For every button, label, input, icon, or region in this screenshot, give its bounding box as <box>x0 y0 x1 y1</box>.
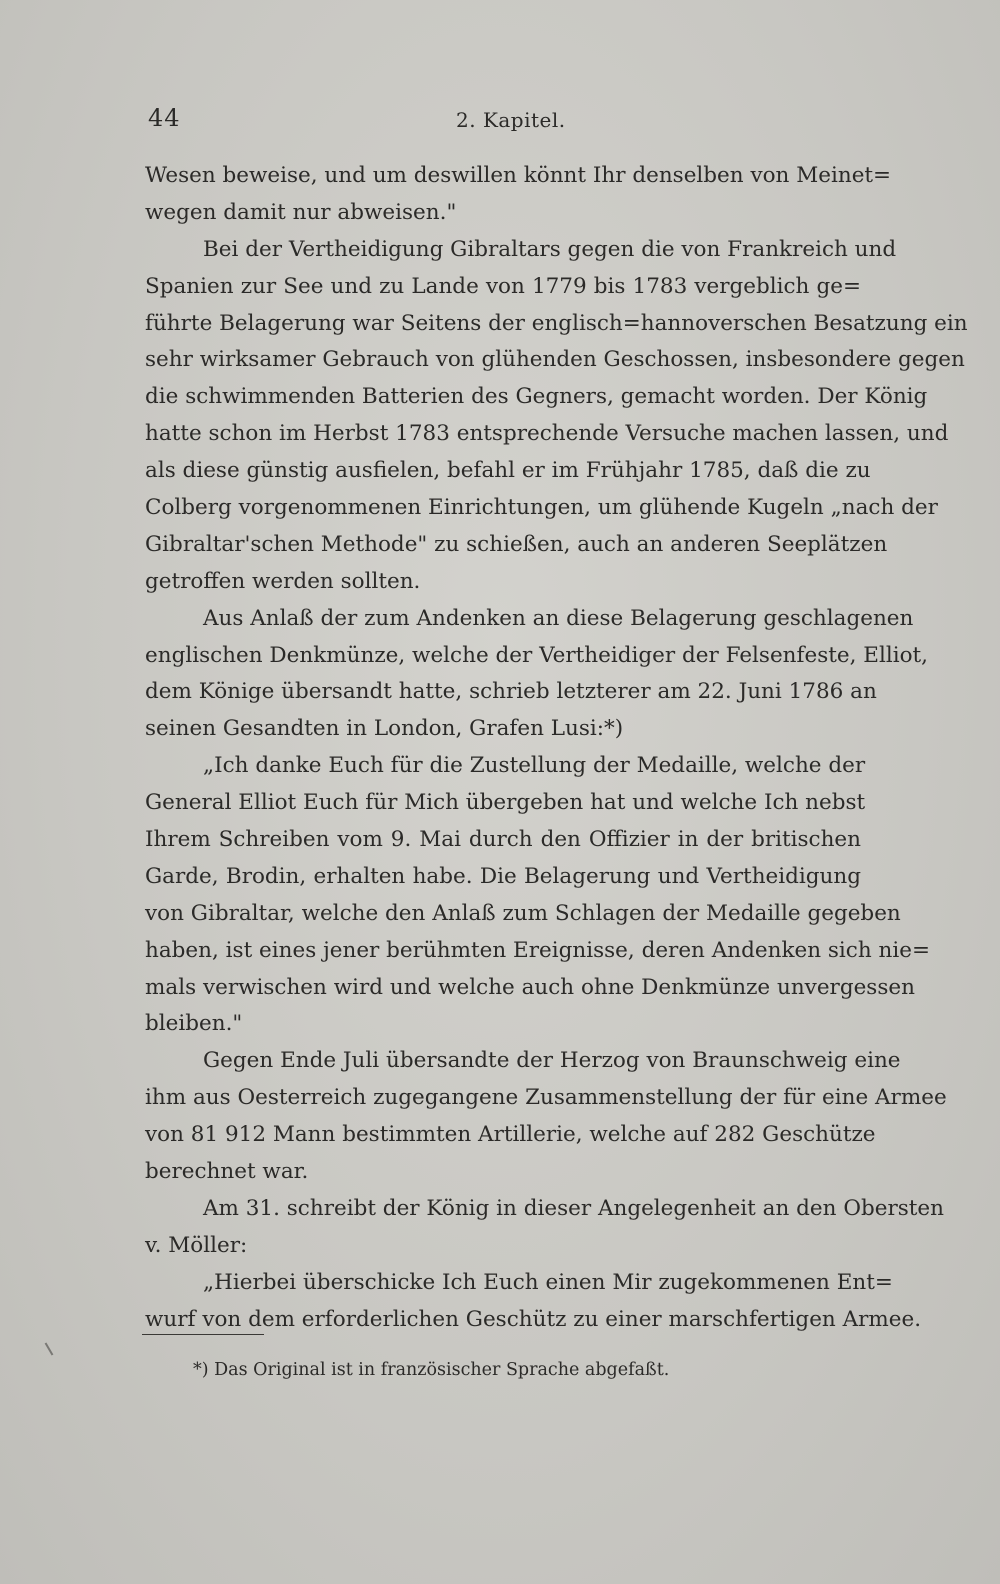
text-line: bleiben." <box>145 1011 243 1037</box>
text-line: sehr wirksamer Gebrauch von glühenden Geschossen, insbesondere gegen <box>145 347 965 373</box>
text-line: englischen Denkmünze, welche der Vertheidiger der Felsenfeste, Elliot, <box>145 642 929 668</box>
text-line: Wesen beweise, und um deswillen könnt Ihr denselben von Meinet= <box>145 163 892 188</box>
text-line: haben, ist eines jener berühmten Ereignisse, deren Andenken sich nie= <box>145 937 930 963</box>
footnote: *) Das Original ist in französischer Sprache abgefaßt. <box>193 1360 670 1380</box>
text-line: berechnet war. <box>145 1159 309 1185</box>
text-line: die schwimmenden Batterien des Gegners, gemacht worden. Der König <box>145 384 928 410</box>
paper-speck <box>45 1342 54 1355</box>
text-line: wegen damit nur abweisen." <box>145 199 457 225</box>
text-line: wurf von dem erforderlichen Geschütz zu einer marschfertigen Armee. <box>145 1306 922 1332</box>
text-line: getroffen werden sollten. <box>145 568 421 594</box>
text-line: dem Könige übersandt hatte, schrieb letzterer am 22. Juni 1786 an <box>145 679 877 705</box>
footnote-divider <box>142 1334 264 1335</box>
text-line: Gegen Ende Juli übersandte der Herzog von Braunschweig eine <box>203 1048 901 1074</box>
text-line: seinen Gesandten in London, Grafen Lusi:*) <box>145 716 624 742</box>
text-line: von 81 912 Mann bestimmten Artillerie, welche auf 282 Geschütze <box>145 1122 876 1148</box>
text-line: Garde, Brodin, erhalten habe. Die Belagerung und Vertheidigung <box>145 863 861 889</box>
text-line: Gibraltar'schen Methode" zu schießen, auch an anderen Seeplätzen <box>145 531 888 557</box>
body-text <box>145 158 968 1339</box>
page-number: 44 <box>148 104 181 132</box>
text-line: General Elliot Euch für Mich übergeben hat und welche Ich nebst <box>145 790 866 816</box>
text-line: von Gibraltar, welche den Anlaß zum Schlagen der Medaille gegeben <box>145 900 901 926</box>
text-line: führte Belagerung war Seitens der englisch=hannoverschen Besatzung ein <box>145 310 968 336</box>
page-header <box>148 104 858 138</box>
text-line: Spanien zur See und zu Lande von 1779 bis 1783 vergeblich ge= <box>145 273 861 299</box>
text-line: Aus Anlaß der zum Andenken an diese Belagerung geschlagenen <box>203 605 914 631</box>
text-line: hatte schon im Herbst 1783 entsprechende Versuche machen lassen, und <box>145 421 949 447</box>
text-line: Colberg vorgenommenen Einrichtungen, um glühende Kugeln „nach der <box>145 495 938 521</box>
text-line: „Hierbei überschicke Ich Euch einen Mir zugekommenen Ent= <box>203 1269 893 1295</box>
text-line: v. Möller: <box>145 1232 248 1258</box>
text-line: Ihrem Schreiben vom 9. Mai durch den Offizier in der britischen <box>145 827 861 853</box>
text-line: als diese günstig ausfielen, befahl er im Frühjahr 1785, daß die zu <box>145 458 871 484</box>
text-line: Am 31. schreibt der König in dieser Angelegenheit an den Obersten <box>203 1195 944 1221</box>
text-line: mals verwischen wird und welche auch ohne Denkmünze unvergessen <box>145 974 915 1000</box>
text-line: „Ich danke Euch für die Zustellung der Medaille, welche der <box>203 753 866 779</box>
text-line: ihm aus Oesterreich zugegangene Zusammenstellung der für eine Armee <box>145 1085 947 1111</box>
running-head: 2. Kapitel. <box>456 108 566 132</box>
text-line: Bei der Vertheidigung Gibraltars gegen die von Frankreich und <box>203 236 897 262</box>
